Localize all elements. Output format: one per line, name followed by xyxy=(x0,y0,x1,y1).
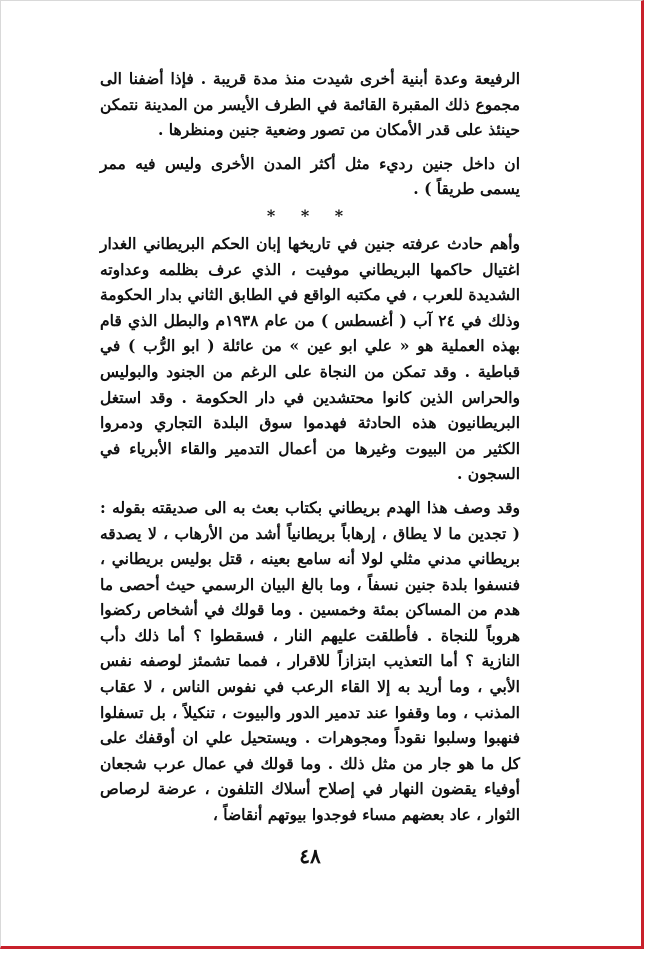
paragraph-2: ان داخل جنين رديء مثل أكثر المدن الأخرى وليس فيه ممر يسمى طريقاً ) . xyxy=(100,153,520,199)
section-separator: * * * xyxy=(266,205,354,225)
paragraph-1: الرفيعة وعدة أبنية أخرى شيدت منذ مدة قريبة . فإذا أضفنا الى مجموع ذلك المقبرة القائمة في الطرف الأيسر من المدينة نتمكن حينئذ على قدر الأمكان من تصور وضعية جنين ومنظرها . xyxy=(100,69,520,140)
paragraph-4: وقد وصف هذا الهدم بريطاني بكتاب بعث به الى صديقته بقوله : ( تجدين ما لا يطاق ، إرهاباً بريطانياً أشد من الأرهاب ، لا يصدقه بريطاني مدني مثلي لولا أنه سامع بعينه ، قتل بوليس بريطاني ، فنسفوا بلدة جنين نسفاً ، وما بالغ البيان الرسمي حيث أحصى ما هدم من المساكن بمئة وخمسين . وما قولك في أشخاص ركضوا هروباً للنجاة . فأطلقت عليهم النار ، فسقطوا ؟ أما ذلك دأب النازية ؟ أما التعذيب ابتزازاً للاقرار ، فمما تشمئز لوصفه نفس الأبي ، وما أريد به إلا القاء الرعب في نفوس الناس ، لا عقاب المذنب ، وما وقفوا عند تدمير الدور والبيوت ، تنكيلاً ، بل تسفلوا فنهبوا وسلبوا نقوداً ومجوهرات . ويستحيل علي ان أوقفك على كل ما هو جار من مثل ذلك . وما قولك في عمال عرب شجعان أوفياء يقضون النهار في إصلاح أسلاك التلفون ، عرضة لرصاص الثوار ، عاد بعضهم مساء فوجدوا بيوتهم أنقاضاً ، xyxy=(100,497,520,825)
page-number: ٤٨ xyxy=(299,844,321,868)
book-page xyxy=(100,66,520,868)
paragraph-3: وأهم حادث عرفته جنين في تاريخها إبان الحكم البريطاني الغدار اغتيال حاكمها البريطاني موفيت ، الذي عرف بظلمه وعداوته الشديدة للعرب ، في مكتبه الواقع في الطابق الثاني بدار الحكومة وذلك في ٢٤ آب ( أغسطس ) من عام ١٩٣٨م والبطل الذي قام بهذه العملية هو « علي ابو عين » من عائلة ( ابو الرُّب ) في قباطية . وقد تمكن من النجاة على الرغم من الجنود والبوليس والحراس الذين كانوا محتشدين في دار الحكومة . وقد استغل البريطانيون هذه الحادثة فهدموا سوق البلدة التجاري ودمروا الكثير من البيوت وغيرها من أعمال التدمير والقاء الأبرياء في السجون . xyxy=(100,233,520,484)
